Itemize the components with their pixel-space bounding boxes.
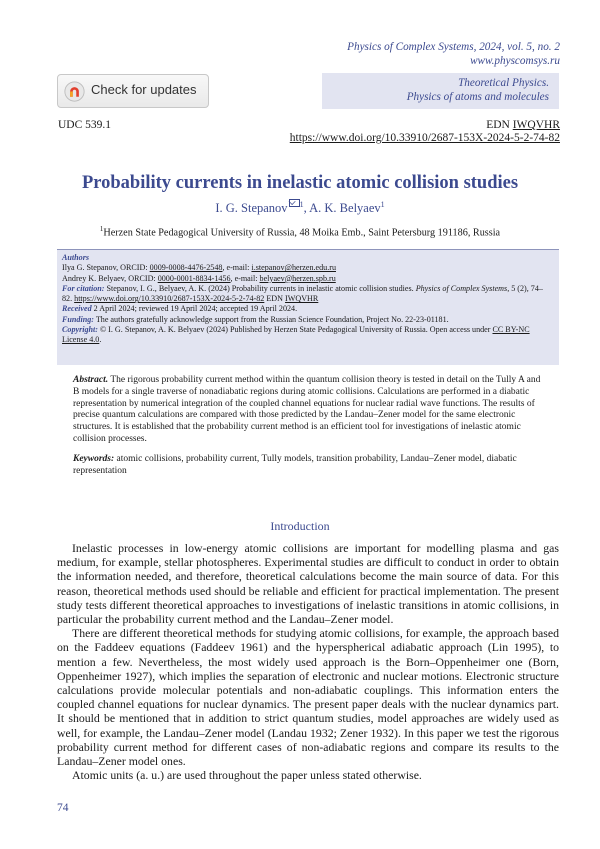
affiliation-text: Herzen State Pedagogical University of Russia, 48 Moika Emb., Saint Petersburg 191186, Russia: [103, 227, 501, 239]
keywords-label: Keywords:: [73, 454, 115, 464]
citation-edn-label: EDN: [264, 294, 286, 304]
citation-edn-link[interactable]: IWQVHR: [285, 294, 319, 304]
author-2-orcid-link[interactable]: 0000-0001-8834-1456: [157, 273, 231, 283]
journal-website[interactable]: www.physcomsys.ru: [470, 55, 560, 67]
author-1-name: I. G. Stepanov: [215, 201, 288, 216]
author-1-email-link[interactable]: i.stepanov@herzen.edu.ru: [251, 263, 336, 273]
check-for-updates-button[interactable]: [57, 74, 209, 108]
affiliation-number: 1: [99, 225, 104, 233]
crossmark-icon: [64, 81, 85, 102]
section-heading-introduction: Introduction: [270, 519, 330, 533]
author-1-email-label: , e-mail:: [222, 263, 252, 273]
keywords-text: atomic collisions, probability current, Tully models, transition probability, Landau–Zener model, diabatic representation: [73, 454, 517, 476]
funding-label: Funding:: [62, 314, 94, 324]
edn-prefix: EDN: [486, 119, 513, 131]
author-2-name: A. K. Belyaev: [309, 201, 381, 216]
received-label: Received: [62, 304, 92, 314]
udc-code: UDC 539.1: [58, 119, 112, 131]
author-1-orcid-link[interactable]: 0009-0008-4476-2548: [149, 263, 223, 273]
license-link[interactable]: CC BY-NC License 4.0: [62, 325, 530, 345]
section-label: [322, 73, 559, 109]
article-info-box: [57, 249, 559, 365]
received-text: 2 April 2024; reviewed 19 April 2024; accepted 19 April 2024.: [91, 304, 298, 314]
section-line-2: Physics of atoms and molecules: [406, 90, 549, 103]
author-2-affiliation: 1: [380, 200, 385, 209]
paragraph-1: Inelastic processes in low-energy atomic collisions are important for modelling plasma and gas medium, for example, stellar photospheres. Experimental studies are difficult to conduct in order to obtain the information needed, and therefore, theoretical calculations become the main source of data. For this reason, theoretical methods used should be reliable and efficient for practical implementation. The present study tests different theoretical approaches to investigations of inelastic transitions in atomic collisions, in particular the probability current method and the Landau–Zener model.: [57, 541, 559, 627]
copyright-info: [62, 325, 553, 346]
author-1-orcid-label: Ilya G. Stepanov, ORCID:: [62, 263, 150, 273]
author-1-affiliation: 1: [299, 200, 304, 209]
abstract-text: The rigorous probability current method within the quantum collision theory is tested in detail on the Tully A and B models for a single traverse of nonadiabatic regions during atomic collisions. Calculations are performed in a diabatic representation by numerical integration of the coupled channel equations for nuclear radial wave functions. The results of precise quantum calculations are compared with those predicted by the Landau–Zener model for the same electronic structures. It is established that the probability current method is an efficient tool for investigations of inelastic atomic collision processes.: [73, 375, 541, 444]
paragraph-3: Atomic units (a. u.) are used throughout the paper unless stated otherwise.: [72, 768, 422, 783]
received-info: [62, 304, 553, 314]
paper-title: Probability currents in inelastic atomic collision studies: [81, 173, 519, 193]
section-line-1: Theoretical Physics.: [458, 77, 549, 89]
envelope-icon[interactable]: [289, 199, 300, 207]
citation-info: [62, 284, 553, 305]
author-separator: ,: [303, 201, 310, 216]
keywords: [73, 454, 543, 478]
license-end: .: [99, 335, 102, 345]
journal-header: [347, 40, 560, 68]
author-2-email-link[interactable]: belyaev@herzen.spb.ru: [259, 273, 336, 283]
author-1-info: [62, 263, 553, 273]
check-for-updates-label: Check for updates: [91, 82, 197, 97]
edn-doi-block: [290, 119, 560, 145]
journal-citation: Physics of Complex Systems, 2024, vol. 5, no. 2: [347, 41, 560, 53]
copyright-label: Copyright:: [62, 325, 98, 335]
abstract: [73, 375, 543, 446]
paragraph-2: There are different theoretical methods for studying atomic collisions, for example, the approach based on the Faddeev equations (Faddeev 1961) and the hyperspherical adiabatic approach (Lin 1995), to mention a few. Nevertheless, the most widely used approach is the Born–Oppenheimer one (Born, Oppenheimer 1927), which implies the separation of electronic and nuclear motions. Electronic structure calculations provide molecular potentials and non-adiabatic couplings. This information enters the coupled channel equations for nuclear dynamics. The present paper deals with the nuclear dynamics part. It should be mentioned that in addition to strict quantum studies, model approaches are widely used as well, for example, the Landau–Zener model (Landau 1932; Zener 1932). In this paper we test the rigorous probability current method for different cases of non-adiabatic regions and compare its results to the Landau–Zener model ones.: [57, 626, 559, 769]
page-number: 74: [57, 802, 69, 814]
author-line: [0, 200, 600, 216]
authors-label: Authors: [62, 253, 89, 262]
doi-link[interactable]: https://www.doi.org/10.33910/2687-153X-2024-5-2-74-82: [289, 132, 560, 144]
citation-label: For citation:: [62, 283, 105, 293]
author-2-orcid-label: Andrey K. Belyaev, ORCID:: [62, 273, 158, 283]
funding-text: The authors gratefully acknowledge support from the Russian Science Foundation, Project No. 22-23-01181.: [93, 314, 449, 324]
citation-text: Stepanov, I. G., Belyaev, A. K. (2024) Probability currents in inelastic atomic collision studies.: [104, 283, 416, 293]
author-2-info: [62, 274, 553, 284]
citation-journal: Physics of Complex Systems: [415, 283, 508, 293]
author-2-email-label: , e-mail:: [230, 273, 260, 283]
citation-doi-link[interactable]: https://www.doi.org/10.33910/2687-153X-2024-5-2-74-82: [74, 294, 265, 304]
edn-link[interactable]: IWQVHR: [512, 119, 560, 131]
abstract-label: Abstract.: [73, 375, 109, 385]
funding-info: [62, 315, 553, 325]
citation-volume: , 5 (2), 74–82.: [62, 283, 543, 304]
introduction-body: [57, 541, 559, 782]
copyright-text: © I. G. Stepanov, A. K. Belyaev (2024) Published by Herzen State Pedagogical University of Russia. Open access under: [97, 325, 493, 335]
affiliation: [0, 225, 600, 238]
